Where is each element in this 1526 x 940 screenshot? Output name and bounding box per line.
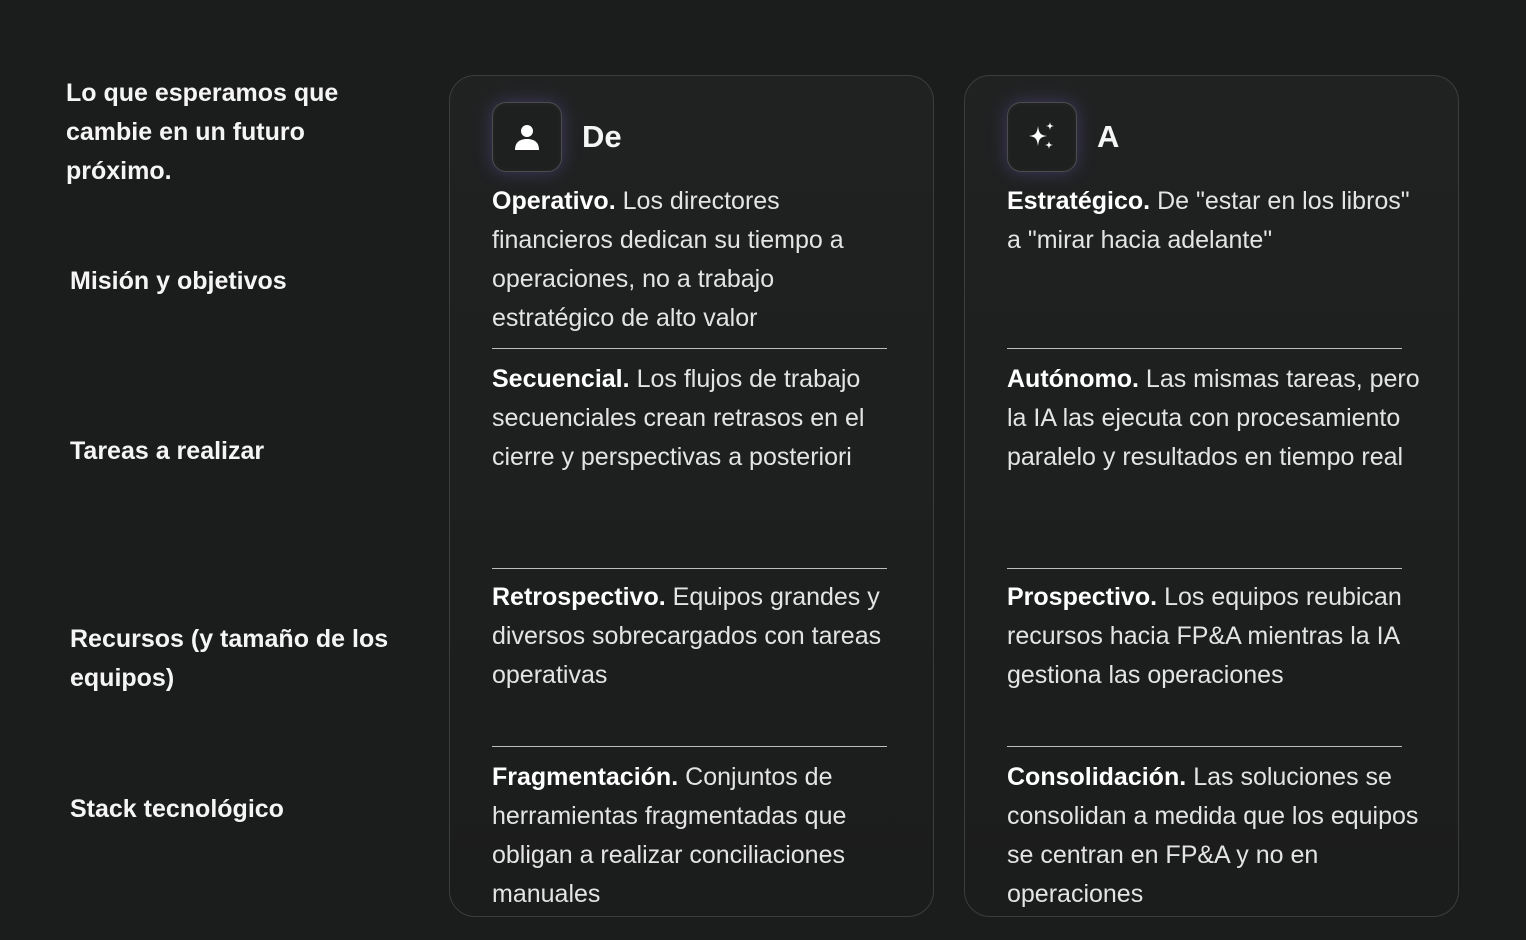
to-item-autonomous <box>1007 360 1427 477</box>
from-item-title: Retrospectivo. <box>492 583 666 611</box>
from-item-title: Fragmentación. <box>492 763 679 791</box>
to-item-text: Las mismas tareas, pero la IA las ejecuta con procesamiento paralelo y resultados en tiempo real <box>1007 365 1420 471</box>
to-card-title: A <box>1097 119 1120 154</box>
to-card-header <box>1007 102 1119 172</box>
divider <box>1007 348 1402 349</box>
intro-heading: Lo que esperamos que cambie en un futuro próximo. <box>66 79 339 185</box>
to-card <box>964 75 1459 917</box>
divider <box>492 348 887 349</box>
from-item-title: Secuencial. <box>492 365 630 393</box>
from-item-retrospective <box>492 578 892 695</box>
from-item-fragmentation <box>492 758 892 914</box>
from-item-operational <box>492 182 892 338</box>
from-card-header <box>492 102 622 172</box>
sparkles-icon <box>1007 102 1077 172</box>
from-card <box>449 75 934 917</box>
row-label-resources: Recursos (y tamaño de los equipos) <box>70 625 389 692</box>
from-item-text: Equipos grandes y diversos sobrecargados con tareas operativas <box>492 583 882 689</box>
from-item-text: Conjuntos de herramientas fragmentadas que obligan a realizar conciliaciones manuales <box>492 763 847 908</box>
to-item-title: Prospectivo. <box>1007 583 1158 611</box>
row-label-mission: Misión y objetivos <box>70 267 287 295</box>
to-item-prospective <box>1007 578 1427 695</box>
to-item-text: De "estar en los libros" a "mirar hacia adelante" <box>1007 187 1410 254</box>
divider <box>492 568 887 569</box>
user-icon <box>492 102 562 172</box>
to-item-title: Autónomo. <box>1007 365 1139 393</box>
to-item-title: Estratégico. <box>1007 187 1151 215</box>
divider <box>1007 568 1402 569</box>
from-item-text: Los directores financieros dedican su tiempo a operaciones, no a trabajo estratégico de alto valor <box>492 187 844 332</box>
row-label-tasks: Tareas a realizar <box>70 437 265 465</box>
from-item-title: Operativo. <box>492 187 616 215</box>
divider <box>1007 746 1402 747</box>
divider <box>492 746 887 747</box>
from-item-sequential <box>492 360 892 477</box>
to-item-strategic <box>1007 182 1427 260</box>
to-item-text: Las soluciones se consolidan a medida que los equipos se centran en FP&A y no en operaciones <box>1007 763 1419 908</box>
to-item-text: Los equipos reubican recursos hacia FP&A mientras la IA gestiona las operaciones <box>1007 583 1402 689</box>
from-item-text: Los flujos de trabajo secuenciales crean retrasos en el cierre y perspectivas a posteriori <box>492 365 865 471</box>
to-item-title: Consolidación. <box>1007 763 1187 791</box>
to-item-consolidation <box>1007 758 1427 914</box>
from-card-title: De <box>582 119 622 154</box>
row-label-tech-stack: Stack tecnológico <box>70 795 284 823</box>
